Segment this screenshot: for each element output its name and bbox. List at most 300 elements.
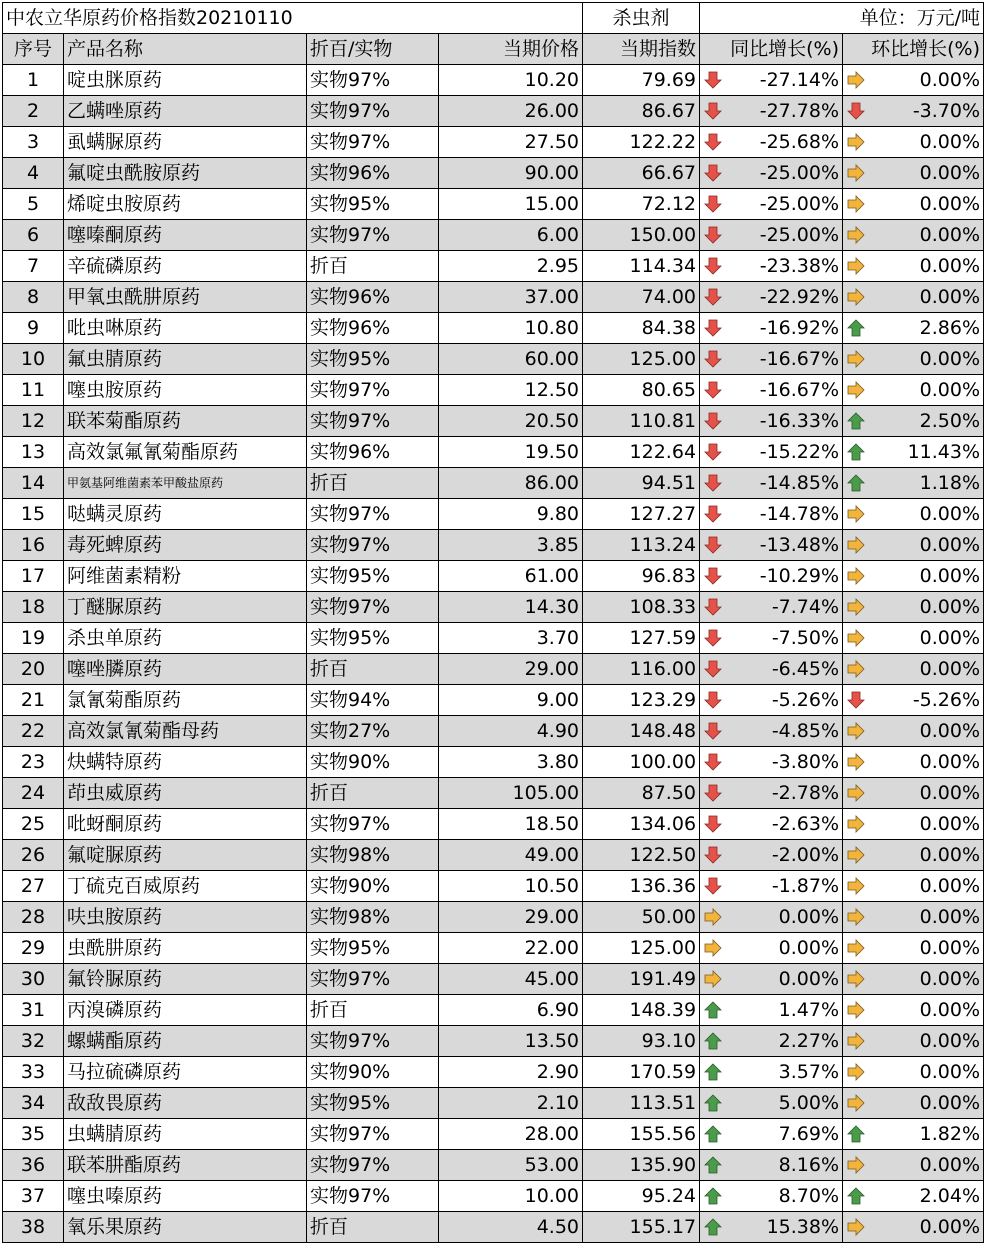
row-number: 35 <box>3 1119 64 1150</box>
product-name: 氟铃脲原药 <box>64 964 307 995</box>
header-mom: 环比增长(%) <box>843 34 984 65</box>
yoy-value: 0.00% <box>778 967 840 990</box>
yoy-value: -16.33% <box>759 409 840 432</box>
product-name: 阿维菌素精粉 <box>64 561 307 592</box>
row-number: 10 <box>3 344 64 375</box>
row-number: 30 <box>3 964 64 995</box>
arrow-up-icon <box>703 1155 723 1175</box>
mom-cell <box>843 964 984 995</box>
yoy-cell <box>700 1088 843 1119</box>
arrow-flat-icon <box>846 1093 866 1113</box>
product-name: 马拉硫磷原药 <box>64 1057 307 1088</box>
product-name: 虫酰肼原药 <box>64 933 307 964</box>
table-row <box>3 1181 984 1212</box>
row-number: 5 <box>3 189 64 220</box>
table-row <box>3 530 984 561</box>
product-name: 丁硫克百威原药 <box>64 871 307 902</box>
yoy-value: -27.78% <box>759 99 840 122</box>
row-number: 32 <box>3 1026 64 1057</box>
yoy-value: -7.50% <box>771 626 840 649</box>
table-row <box>3 251 984 282</box>
spec-cell: 实物97% <box>307 127 439 158</box>
yoy-value: -16.67% <box>759 347 840 370</box>
mom-value: 2.50% <box>919 409 981 432</box>
row-number: 27 <box>3 871 64 902</box>
row-number: 23 <box>3 747 64 778</box>
yoy-cell <box>700 654 843 685</box>
spec-cell: 实物98% <box>307 840 439 871</box>
table-row <box>3 995 984 1026</box>
sheet-title: 中农立华原药价格指数20210110 <box>3 3 583 34</box>
index-cell: 122.64 <box>583 437 700 468</box>
arrow-up-icon <box>703 1000 723 1020</box>
index-cell: 84.38 <box>583 313 700 344</box>
product-name: 噻唑膦原药 <box>64 654 307 685</box>
price-cell: 49.00 <box>439 840 583 871</box>
mom-value: 0.00% <box>919 874 981 897</box>
product-name: 高效氯氟氰菊酯原药 <box>64 437 307 468</box>
mom-value: 0.00% <box>919 1060 981 1083</box>
index-cell: 136.36 <box>583 871 700 902</box>
yoy-cell <box>700 65 843 96</box>
yoy-value: -7.74% <box>771 595 840 618</box>
arrow-down-icon <box>703 101 723 121</box>
table-body <box>3 65 984 1243</box>
row-number: 31 <box>3 995 64 1026</box>
arrow-flat-icon <box>846 535 866 555</box>
product-name: 辛硫磷原药 <box>64 251 307 282</box>
yoy-value: -2.63% <box>771 812 840 835</box>
arrow-up-icon <box>846 411 866 431</box>
mom-cell <box>843 127 984 158</box>
index-cell: 113.51 <box>583 1088 700 1119</box>
index-cell: 79.69 <box>583 65 700 96</box>
arrow-up-icon <box>703 1062 723 1082</box>
spec-cell: 实物96% <box>307 437 439 468</box>
arrow-up-icon <box>703 1093 723 1113</box>
product-name: 啶虫脒原药 <box>64 65 307 96</box>
table-row <box>3 189 984 220</box>
price-cell: 9.00 <box>439 685 583 716</box>
table-row <box>3 871 984 902</box>
mom-value: 0.00% <box>919 347 981 370</box>
yoy-cell <box>700 809 843 840</box>
header-index: 当期指数 <box>583 34 700 65</box>
yoy-cell <box>700 468 843 499</box>
spec-cell: 实物97% <box>307 530 439 561</box>
mom-cell <box>843 406 984 437</box>
arrow-down-icon <box>703 194 723 214</box>
table-row <box>3 375 984 406</box>
mom-cell <box>843 747 984 778</box>
yoy-value: -25.68% <box>759 130 840 153</box>
price-cell: 3.85 <box>439 530 583 561</box>
product-name: 吡蚜酮原药 <box>64 809 307 840</box>
mom-value: 0.00% <box>919 626 981 649</box>
index-cell: 74.00 <box>583 282 700 313</box>
yoy-value: -1.87% <box>771 874 840 897</box>
arrow-down-icon <box>703 256 723 276</box>
yoy-cell <box>700 1057 843 1088</box>
index-cell: 116.00 <box>583 654 700 685</box>
mom-value: 0.00% <box>919 285 981 308</box>
yoy-value: -6.45% <box>771 657 840 680</box>
arrow-up-icon <box>846 442 866 462</box>
yoy-value: -25.00% <box>759 192 840 215</box>
price-cell: 14.30 <box>439 592 583 623</box>
spec-cell: 实物96% <box>307 158 439 189</box>
price-cell: 37.00 <box>439 282 583 313</box>
arrow-flat-icon <box>846 256 866 276</box>
arrow-down-icon <box>703 163 723 183</box>
header-no: 序号 <box>3 34 64 65</box>
arrow-flat-icon <box>846 969 866 989</box>
yoy-value: -3.80% <box>771 750 840 773</box>
spec-cell: 实物95% <box>307 561 439 592</box>
arrow-down-icon <box>703 752 723 772</box>
arrow-up-icon <box>703 1124 723 1144</box>
yoy-cell <box>700 375 843 406</box>
price-cell: 61.00 <box>439 561 583 592</box>
index-cell: 150.00 <box>583 220 700 251</box>
index-cell: 86.67 <box>583 96 700 127</box>
table-row <box>3 778 984 809</box>
row-number: 22 <box>3 716 64 747</box>
table-row <box>3 902 984 933</box>
yoy-value: -22.92% <box>759 285 840 308</box>
mom-value: 0.00% <box>919 1029 981 1052</box>
spec-cell: 实物97% <box>307 964 439 995</box>
price-cell: 4.90 <box>439 716 583 747</box>
mom-cell <box>843 716 984 747</box>
arrow-down-icon <box>703 721 723 741</box>
yoy-value: -2.00% <box>771 843 840 866</box>
arrow-down-icon <box>703 473 723 493</box>
mom-cell <box>843 809 984 840</box>
table-row <box>3 1119 984 1150</box>
price-cell: 12.50 <box>439 375 583 406</box>
category-label: 杀虫剂 <box>583 3 700 34</box>
arrow-flat-icon <box>846 876 866 896</box>
row-number: 15 <box>3 499 64 530</box>
mom-cell <box>843 1119 984 1150</box>
row-number: 29 <box>3 933 64 964</box>
mom-cell <box>843 592 984 623</box>
arrow-down-icon <box>703 535 723 555</box>
mom-cell <box>843 902 984 933</box>
mom-value: 0.00% <box>919 843 981 866</box>
header-yoy: 同比增长(%) <box>700 34 843 65</box>
index-cell: 96.83 <box>583 561 700 592</box>
yoy-cell <box>700 964 843 995</box>
row-number: 21 <box>3 685 64 716</box>
arrow-flat-icon <box>703 938 723 958</box>
table-row <box>3 933 984 964</box>
header-name: 产品名称 <box>64 34 307 65</box>
table-row <box>3 282 984 313</box>
mom-value: 0.00% <box>919 564 981 587</box>
spec-cell: 实物97% <box>307 592 439 623</box>
arrow-flat-icon <box>703 907 723 927</box>
spec-cell: 实物95% <box>307 623 439 654</box>
row-number: 18 <box>3 592 64 623</box>
yoy-cell <box>700 437 843 468</box>
product-name: 虱螨脲原药 <box>64 127 307 158</box>
mom-cell <box>843 189 984 220</box>
spec-cell: 实物97% <box>307 1119 439 1150</box>
table-row <box>3 158 984 189</box>
table-row <box>3 561 984 592</box>
spec-cell: 实物97% <box>307 1026 439 1057</box>
yoy-value: 0.00% <box>778 905 840 928</box>
spec-cell: 实物95% <box>307 344 439 375</box>
index-cell: 113.24 <box>583 530 700 561</box>
mom-cell <box>843 344 984 375</box>
header-spec: 折百/实物 <box>307 34 439 65</box>
arrow-up-icon <box>703 1186 723 1206</box>
mom-value: -5.26% <box>912 688 981 711</box>
price-cell: 29.00 <box>439 654 583 685</box>
arrow-flat-icon <box>846 597 866 617</box>
arrow-flat-icon <box>846 752 866 772</box>
mom-cell <box>843 313 984 344</box>
yoy-cell <box>700 251 843 282</box>
spec-cell: 折百 <box>307 995 439 1026</box>
row-number: 9 <box>3 313 64 344</box>
arrow-flat-icon <box>846 938 866 958</box>
product-name: 杀虫单原药 <box>64 623 307 654</box>
table-row <box>3 437 984 468</box>
product-name: 高效氯氰菊酯母药 <box>64 716 307 747</box>
row-number: 2 <box>3 96 64 127</box>
table-row <box>3 840 984 871</box>
product-name: 丙溴磷原药 <box>64 995 307 1026</box>
arrow-flat-icon <box>846 225 866 245</box>
yoy-cell <box>700 1181 843 1212</box>
spec-cell: 实物95% <box>307 1088 439 1119</box>
product-name: 哒螨灵原药 <box>64 499 307 530</box>
product-name: 联苯肼酯原药 <box>64 1150 307 1181</box>
header-price: 当期价格 <box>439 34 583 65</box>
row-number: 33 <box>3 1057 64 1088</box>
arrow-down-icon <box>703 783 723 803</box>
price-cell: 22.00 <box>439 933 583 964</box>
yoy-value: 0.00% <box>778 936 840 959</box>
price-cell: 27.50 <box>439 127 583 158</box>
table-row <box>3 344 984 375</box>
index-cell: 148.48 <box>583 716 700 747</box>
price-cell: 53.00 <box>439 1150 583 1181</box>
product-name: 噻嗪酮原药 <box>64 220 307 251</box>
spec-cell: 实物95% <box>307 189 439 220</box>
spec-cell: 实物97% <box>307 375 439 406</box>
price-cell: 90.00 <box>439 158 583 189</box>
yoy-cell <box>700 1026 843 1057</box>
mom-value: 0.00% <box>919 378 981 401</box>
arrow-flat-icon <box>846 814 866 834</box>
table-row <box>3 747 984 778</box>
index-cell: 114.34 <box>583 251 700 282</box>
arrow-flat-icon <box>846 659 866 679</box>
arrow-down-icon <box>703 597 723 617</box>
index-cell: 66.67 <box>583 158 700 189</box>
spec-cell: 折百 <box>307 468 439 499</box>
table-row <box>3 964 984 995</box>
price-cell: 6.00 <box>439 220 583 251</box>
price-cell: 18.50 <box>439 809 583 840</box>
product-name: 甲氨基阿维菌素苯甲酸盐原药 <box>64 468 307 499</box>
table-row <box>3 623 984 654</box>
yoy-value: -13.48% <box>759 533 840 556</box>
row-number: 14 <box>3 468 64 499</box>
yoy-cell <box>700 995 843 1026</box>
spec-cell: 实物95% <box>307 933 439 964</box>
yoy-value: -10.29% <box>759 564 840 587</box>
table-row <box>3 1150 984 1181</box>
product-name: 噻虫胺原药 <box>64 375 307 406</box>
mom-value: 0.00% <box>919 719 981 742</box>
table-row <box>3 716 984 747</box>
yoy-value: 15.38% <box>766 1215 840 1238</box>
price-cell: 105.00 <box>439 778 583 809</box>
mom-value: 0.00% <box>919 657 981 680</box>
price-cell: 45.00 <box>439 964 583 995</box>
arrow-up-icon <box>846 318 866 338</box>
price-cell: 20.50 <box>439 406 583 437</box>
arrow-down-icon <box>703 566 723 586</box>
spec-cell: 折百 <box>307 251 439 282</box>
row-number: 28 <box>3 902 64 933</box>
index-cell: 87.50 <box>583 778 700 809</box>
arrow-flat-icon <box>846 1217 866 1237</box>
mom-value: 0.00% <box>919 998 981 1021</box>
yoy-cell <box>700 96 843 127</box>
arrow-flat-icon <box>703 969 723 989</box>
arrow-down-icon <box>703 380 723 400</box>
table-row <box>3 1088 984 1119</box>
mom-value: 0.00% <box>919 223 981 246</box>
spec-cell: 实物97% <box>307 65 439 96</box>
mom-cell <box>843 468 984 499</box>
product-name: 甲氧虫酰肼原药 <box>64 282 307 313</box>
arrow-flat-icon <box>846 287 866 307</box>
mom-value: 11.43% <box>907 440 981 463</box>
mom-value: 0.00% <box>919 595 981 618</box>
product-name: 茚虫威原药 <box>64 778 307 809</box>
yoy-cell <box>700 685 843 716</box>
index-cell: 108.33 <box>583 592 700 623</box>
price-cell: 86.00 <box>439 468 583 499</box>
product-name: 敌敌畏原药 <box>64 1088 307 1119</box>
arrow-flat-icon <box>846 70 866 90</box>
mom-cell <box>843 437 984 468</box>
spec-cell: 实物96% <box>307 282 439 313</box>
arrow-down-icon <box>703 225 723 245</box>
yoy-value: -23.38% <box>759 254 840 277</box>
yoy-cell <box>700 530 843 561</box>
index-cell: 134.06 <box>583 809 700 840</box>
spec-cell: 实物90% <box>307 871 439 902</box>
row-number: 6 <box>3 220 64 251</box>
row-number: 34 <box>3 1088 64 1119</box>
product-name: 毒死蜱原药 <box>64 530 307 561</box>
product-name: 氟啶虫酰胺原药 <box>64 158 307 189</box>
row-number: 12 <box>3 406 64 437</box>
yoy-cell <box>700 158 843 189</box>
table-row <box>3 468 984 499</box>
index-cell: 155.56 <box>583 1119 700 1150</box>
arrow-flat-icon <box>846 1062 866 1082</box>
yoy-value: 1.47% <box>778 998 840 1021</box>
yoy-cell <box>700 933 843 964</box>
header-row <box>3 34 984 65</box>
mom-cell <box>843 65 984 96</box>
arrow-flat-icon <box>846 132 866 152</box>
mom-cell <box>843 158 984 189</box>
arrow-down-icon <box>703 504 723 524</box>
table-row <box>3 65 984 96</box>
row-number: 25 <box>3 809 64 840</box>
mom-cell <box>843 933 984 964</box>
product-name: 螺螨酯原药 <box>64 1026 307 1057</box>
price-cell: 15.00 <box>439 189 583 220</box>
yoy-value: -14.78% <box>759 502 840 525</box>
row-number: 4 <box>3 158 64 189</box>
price-index-table <box>2 2 984 1243</box>
price-cell: 6.90 <box>439 995 583 1026</box>
spec-cell: 实物98% <box>307 902 439 933</box>
arrow-down-icon <box>703 411 723 431</box>
spec-cell: 实物97% <box>307 406 439 437</box>
index-cell: 95.24 <box>583 1181 700 1212</box>
table-row <box>3 127 984 158</box>
arrow-flat-icon <box>846 907 866 927</box>
table-row <box>3 1057 984 1088</box>
product-name: 联苯菊酯原药 <box>64 406 307 437</box>
yoy-value: -14.85% <box>759 471 840 494</box>
index-cell: 155.17 <box>583 1212 700 1243</box>
table-row <box>3 96 984 127</box>
mom-cell <box>843 251 984 282</box>
arrow-flat-icon <box>846 194 866 214</box>
row-number: 37 <box>3 1181 64 1212</box>
yoy-cell <box>700 1212 843 1243</box>
arrow-down-icon <box>703 814 723 834</box>
mom-value: 0.00% <box>919 812 981 835</box>
yoy-value: 8.16% <box>778 1153 840 1176</box>
mom-cell <box>843 1212 984 1243</box>
yoy-cell <box>700 561 843 592</box>
spec-cell: 实物90% <box>307 1057 439 1088</box>
row-number: 1 <box>3 65 64 96</box>
table-row <box>3 592 984 623</box>
mom-value: 0.00% <box>919 1215 981 1238</box>
yoy-value: 7.69% <box>778 1122 840 1145</box>
row-number: 26 <box>3 840 64 871</box>
price-cell: 29.00 <box>439 902 583 933</box>
arrow-up-icon <box>703 1031 723 1051</box>
arrow-down-icon <box>703 132 723 152</box>
product-name: 氟啶脲原药 <box>64 840 307 871</box>
table-row <box>3 499 984 530</box>
yoy-value: -16.92% <box>759 316 840 339</box>
arrow-flat-icon <box>846 504 866 524</box>
product-name: 氧乐果原药 <box>64 1212 307 1243</box>
product-name: 丁醚脲原药 <box>64 592 307 623</box>
mom-value: 2.04% <box>919 1184 981 1207</box>
price-cell: 10.00 <box>439 1181 583 1212</box>
index-cell: 122.50 <box>583 840 700 871</box>
